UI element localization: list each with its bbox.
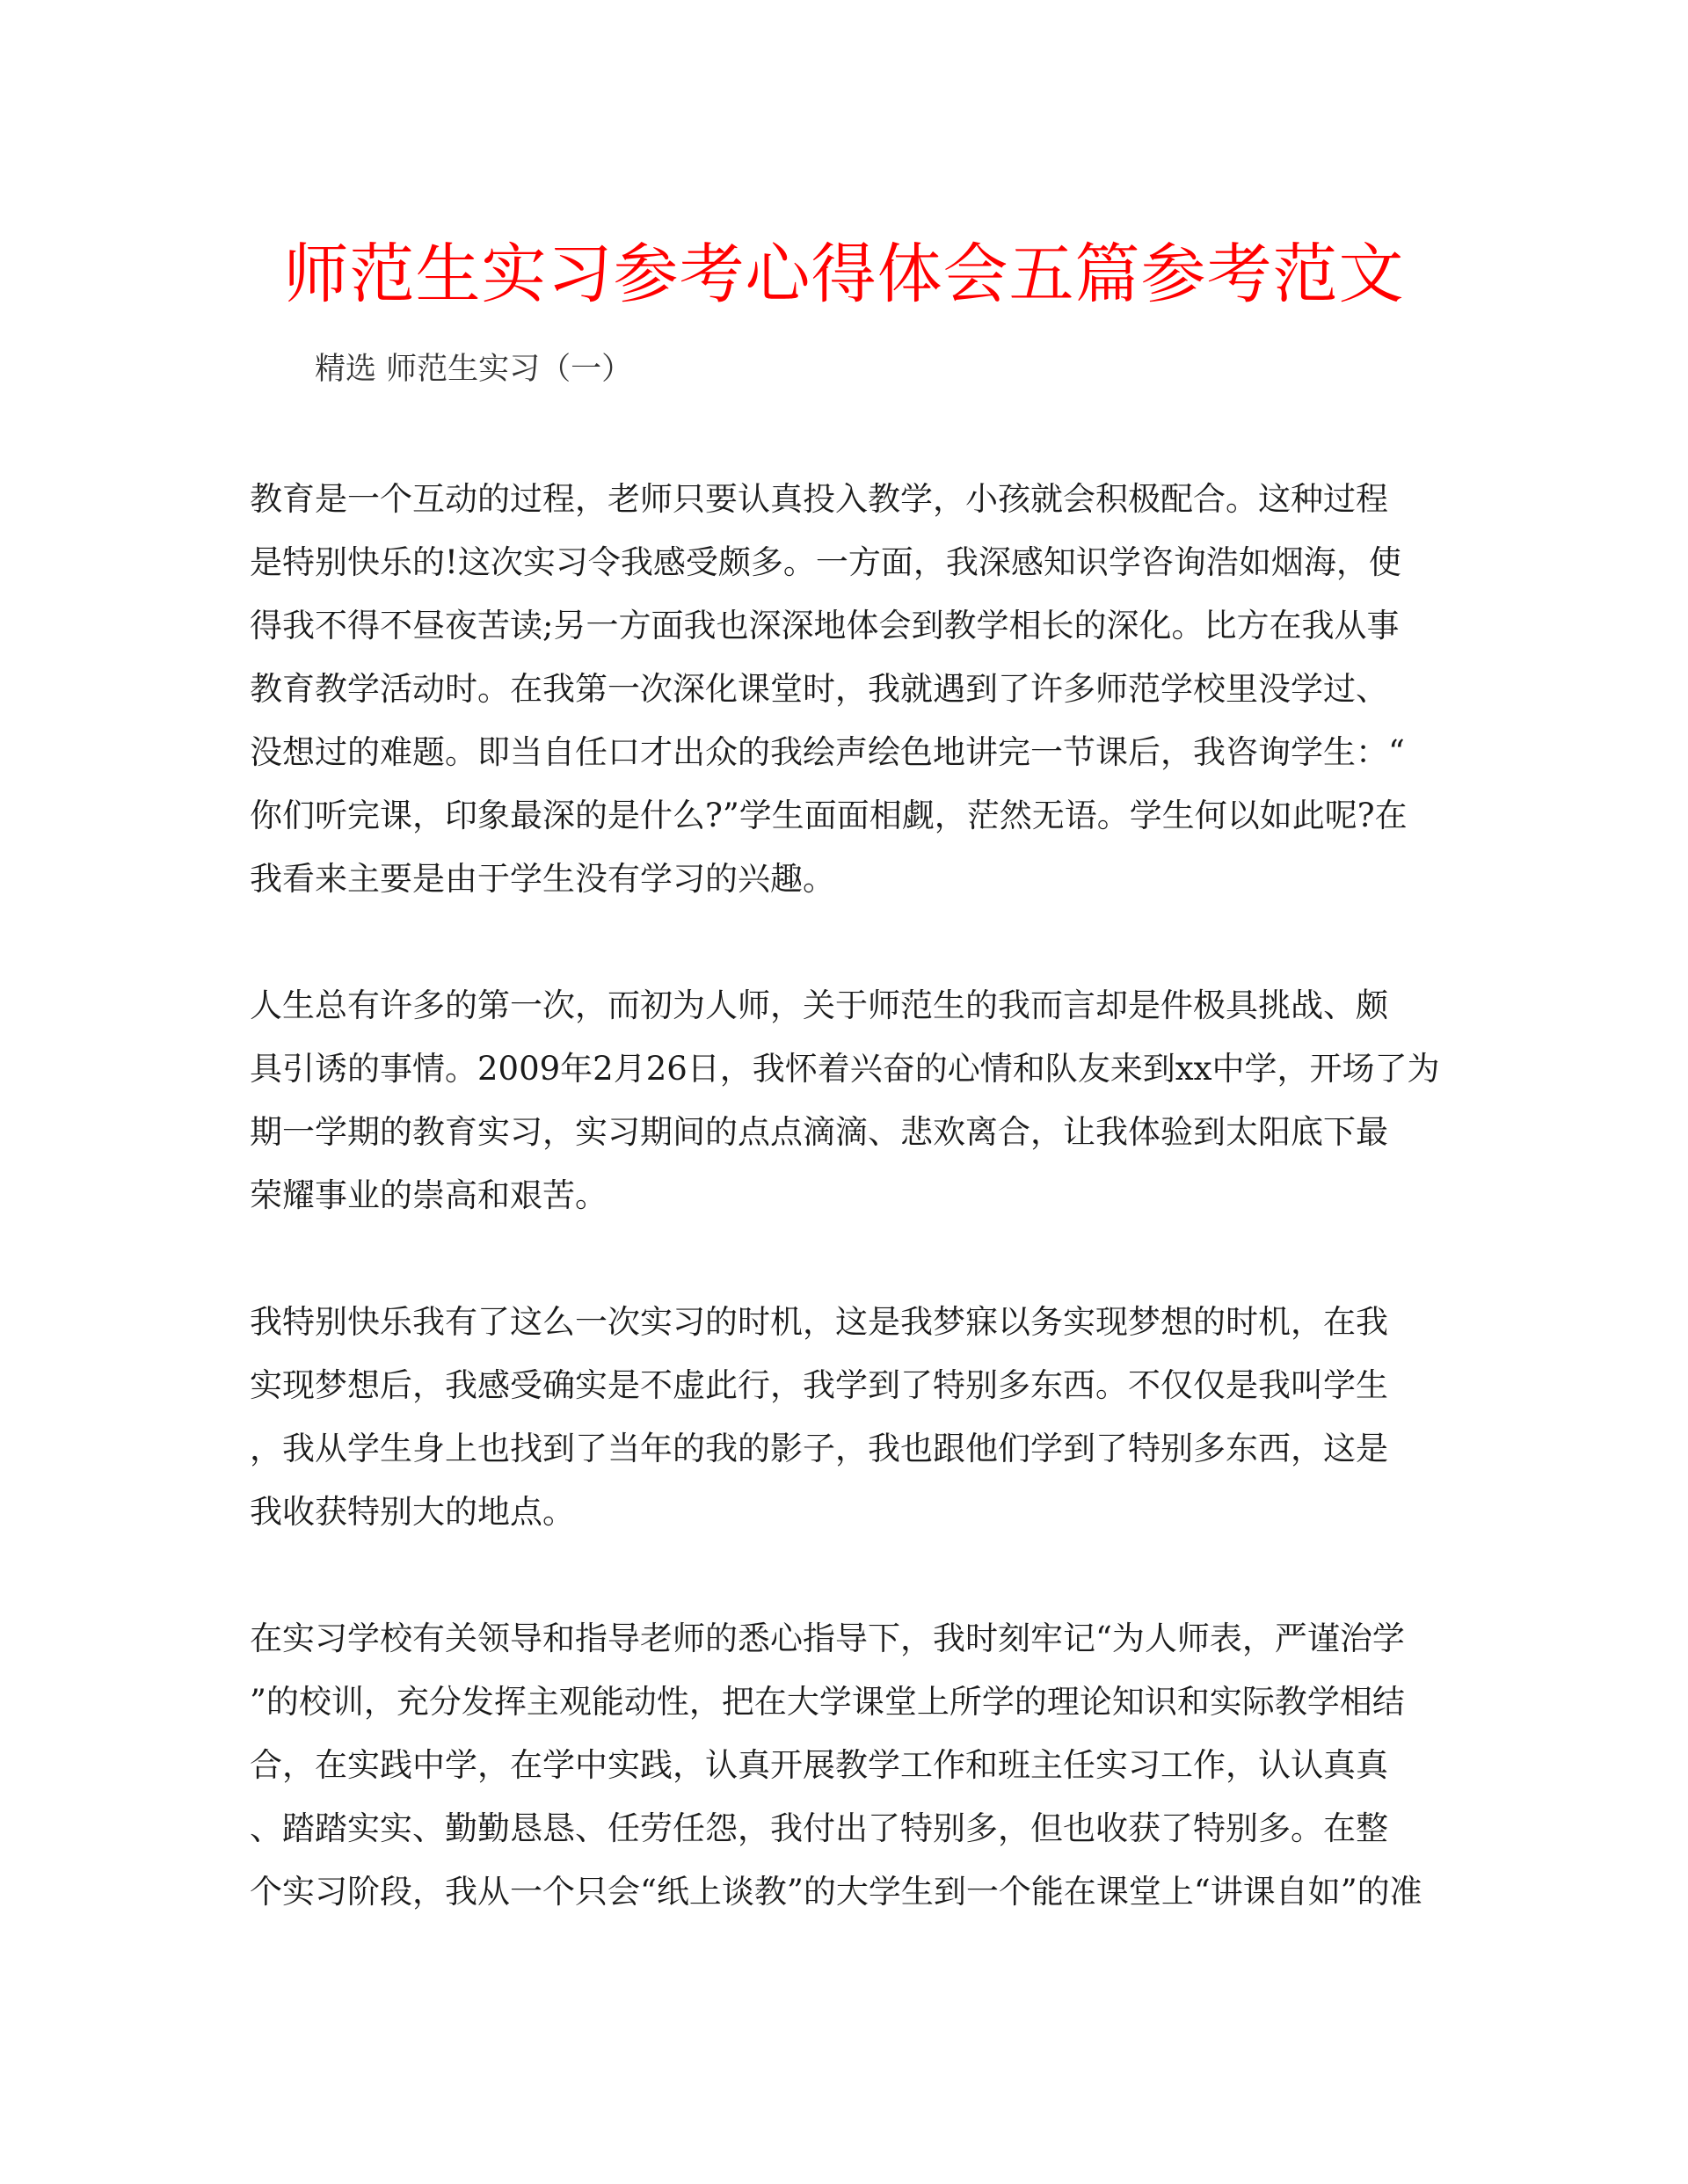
paragraph	[250, 1607, 1481, 1924]
text-line: 人生总有许多的第一次，而初为人师，关于师范生的我而言却是件极具挑战、颇	[250, 986, 1388, 1024]
text-line: 合，在实践中学，在学中实践，认真开展教学工作和班主任实习工作，认认真真	[250, 1746, 1388, 1784]
document-title: 师范生实习参考心得体会五篇参考范文	[283, 237, 1405, 312]
text-line: 具引诱的事情。2009年2月26日，我怀着兴奋的心情和队友来到xx中学，开场了为	[250, 1050, 1440, 1088]
text-line: 期一学期的教育实习，实习期间的点点滴滴、悲欢离合，让我体验到太阳底下最	[250, 1113, 1388, 1151]
paragraph	[250, 974, 1481, 1227]
text-line: 你们听完课，印象最深的是什么?”学生面面相觑，茫然无语。学生何以如此呢?在	[250, 797, 1408, 834]
text-line: 没想过的难题。即当自任口才出众的我绘声绘色地讲完一节课后，我咨询学生：“	[250, 733, 1405, 771]
text-line: 教育教学活动时。在我第一次深化课堂时，我就遇到了许多师范学校里没学过、	[250, 670, 1388, 708]
paragraph	[250, 468, 1481, 911]
text-line: 在实习学校有关领导和指导老师的悉心指导下，我时刻牢记“为人师表，严谨治学	[250, 1620, 1405, 1657]
text-line: 荣耀事业的崇高和艰苦。	[250, 1176, 608, 1214]
text-line: 是特别快乐的!这次实习令我感受颇多。一方面，我深感知识学咨询浩如烟海，使	[250, 543, 1401, 581]
text-line: 我收获特别大的地点。	[250, 1493, 575, 1531]
text-line: 我特别快乐我有了这么一次实习的时机，这是我梦寐以务实现梦想的时机，在我	[250, 1303, 1388, 1341]
text-line: ，我从学生身上也找到了当年的我的影子，我也跟他们学到了特别多东西，这是	[250, 1430, 1388, 1467]
document-body	[250, 468, 1481, 1987]
text-line: 实现梦想后，我感受确实是不虚此行，我学到了特别多东西。不仅仅是我叫学生	[250, 1366, 1388, 1404]
paragraph	[250, 1291, 1481, 1544]
text-line: 个实习阶段，我从一个只会“纸上谈教”的大学生到一个能在课堂上“讲课自如”的准	[250, 1873, 1422, 1911]
document-subtitle: 精选 师范生实习（一）	[315, 352, 633, 387]
text-line: 、踏踏实实、勤勤恳恳、任劳任怨，我付出了特别多，但也收获了特别多。在整	[250, 1809, 1388, 1847]
text-line: 得我不得不昼夜苦读;另一方面我也深深地体会到教学相长的深化。比方在我从事	[250, 607, 1400, 644]
text-line: 教育是一个互动的过程，老师只要认真投入教学，小孩就会积极配合。这种过程	[250, 480, 1388, 518]
text-line: 我看来主要是由于学生没有学习的兴趣。	[250, 860, 835, 898]
text-line: ”的校训，充分发挥主观能动性，把在大学课堂上所学的理论知识和实际教学相结	[250, 1683, 1405, 1721]
